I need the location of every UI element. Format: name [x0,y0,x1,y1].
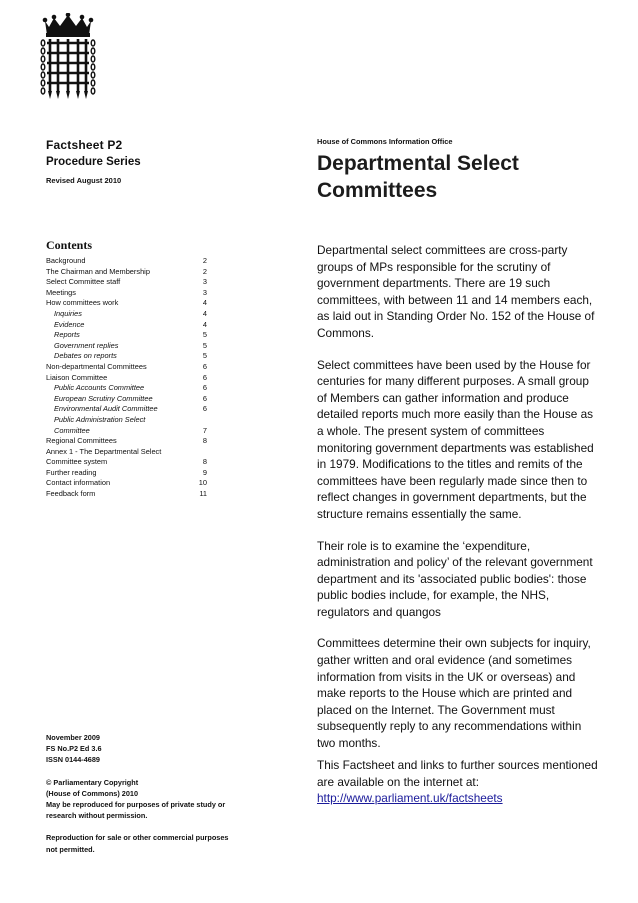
toc-item [46,373,207,384]
toc-item [46,288,207,299]
page-title: Departmental Select Committees [317,152,519,202]
toc-item [46,351,207,362]
toc-item-label: Liaison Committee [46,372,108,382]
toc-item [46,341,207,352]
toc-item-page: 4 [202,319,207,329]
factsheet-number: Factsheet P2 [46,138,123,152]
toc-item-label: Environmental Audit Committee [54,404,158,414]
office-name: House of Commons Information Office [317,137,453,146]
publication-info [46,732,236,855]
toc-item [46,320,207,331]
toc-item-page: 2 [202,266,207,276]
reproduction-permission: May be reproduced for purposes of private study or research without permission. [46,800,226,821]
body-paragraph: Departmental select committees are cross-party groups of MPs responsible for the scrutiny of government departments. There are 19 such committees, with between 11 and 14 members each, as laid out in Standing Order No. 152 of the House of Commons. [317,243,595,340]
toc-item [46,309,207,320]
toc-item-page: 8 [202,436,207,446]
body-paragraph: Committees determine their own subjects for inquiry, gather written and oral evidence (and sometimes information from visits in the UK or overseas) and make reports to the House which are printed and placed on the Internet. The Government must subsequently reply to any recommendations within two months. [317,636,591,751]
toc-item-label: Annex 1 - The Departmental Select [46,446,162,456]
toc-item-page: 4 [202,298,207,308]
toc-item-page: 11 [199,489,207,499]
toc-item [46,277,207,288]
toc-item-label: Committee [54,425,90,435]
toc-item-label: Regional Committees [46,436,117,446]
toc-item-label: Select Committee staff [46,277,121,287]
toc-item-page: 10 [198,478,207,488]
toc-item-page: 3 [202,277,207,287]
toc-item-label: Background [46,256,86,265]
toc-item [46,404,207,415]
toc-item [46,457,207,468]
table-of-contents [46,256,207,500]
toc-item [46,383,207,394]
toc-item-label: Evidence [54,319,85,329]
footer-note [317,757,599,807]
toc-item-page: 9 [202,467,207,477]
toc-item-page: 6 [202,393,207,403]
toc-item [46,447,207,458]
toc-item [46,362,207,373]
portcullis-logo-icon [39,13,97,103]
toc-item [46,267,207,278]
toc-item [46,489,207,500]
revised-date: Revised August 2010 [46,176,122,185]
toc-item [46,415,207,426]
toc-item-label: Public Accounts Committee [54,383,145,393]
toc-item-label: Inquiries [54,308,82,318]
toc-item-label: European Scrutiny Committee [54,393,153,403]
toc-item-label: Committee system [46,457,108,467]
toc-item [46,468,207,479]
publication-date: November 2009 [46,733,100,742]
factsheet-series: Procedure Series [46,156,141,168]
factsheets-link[interactable]: http://www.parliament.uk/factsheets [317,791,503,806]
toc-item-page: 8 [202,457,207,467]
toc-item-page: 6 [202,372,207,382]
toc-item-page: 6 [202,383,207,393]
copyright-line-2: (House of Commons) 2010 [46,788,139,798]
toc-item [46,298,207,309]
toc-item-label: Debates on reports [54,351,117,361]
toc-item-label: Public Administration Select [54,414,146,424]
body-paragraph: Their role is to examine the ‘expenditure, administration and policy’ of the relevant government department and its 'associated public bodies': those public bodies include, for example, the NHS, regulators and quangos [317,538,593,619]
toc-item-page: 5 [202,351,207,361]
toc-item-label: Non-departmental Committees [46,361,147,371]
toc-item [46,330,207,341]
footer-text: This Factsheet and links to further sources mentioned are available on the internet at: [317,758,598,789]
toc-item-label: Meetings [46,287,76,297]
toc-item-label: Reports [54,330,80,340]
toc-item [46,426,207,437]
toc-item-label: Feedback form [46,489,96,499]
toc-item-label: How committees work [46,298,119,308]
issn: ISSN 0144-4689 [46,755,100,765]
contents-heading: Contents [46,238,93,252]
toc-item-label: Government replies [54,340,119,350]
toc-item-label: The Chairman and Membership [46,266,150,276]
toc-item [46,256,207,267]
toc-item-page: 5 [202,330,207,340]
toc-item-page: 6 [202,361,207,371]
body-paragraph: Select committees have been used by the House for centuries for many different purposes. A small group of Members can gather information and produce detailed reports much more easily than the House as a whole. The present system of committees monitoring government departments was established in 1979. Modifications to the titles and remits of the committees have been regularly made since then to reflect changes in government departments, but the structure remains essentially the same. [317,357,594,521]
toc-item-page: 7 [202,425,207,435]
main-body [317,242,599,767]
toc-item-page: 3 [202,287,207,297]
toc-item-page: 6 [202,404,207,414]
toc-item-page: 5 [202,340,207,350]
factsheet-edition: FS No.P2 Ed 3.6 [46,744,102,754]
toc-item-page: 2 [202,256,207,265]
copyright-line-1: © Parliamentary Copyright [46,777,139,787]
toc-item [46,478,207,489]
toc-item-label: Further reading [46,467,97,477]
toc-item [46,394,207,405]
toc-item [46,436,207,447]
toc-item-page: 4 [202,308,207,318]
toc-item-label: Contact information [46,478,111,488]
reproduction-restriction: Reproduction for sale or other commercial purposes not permitted. [46,833,229,854]
